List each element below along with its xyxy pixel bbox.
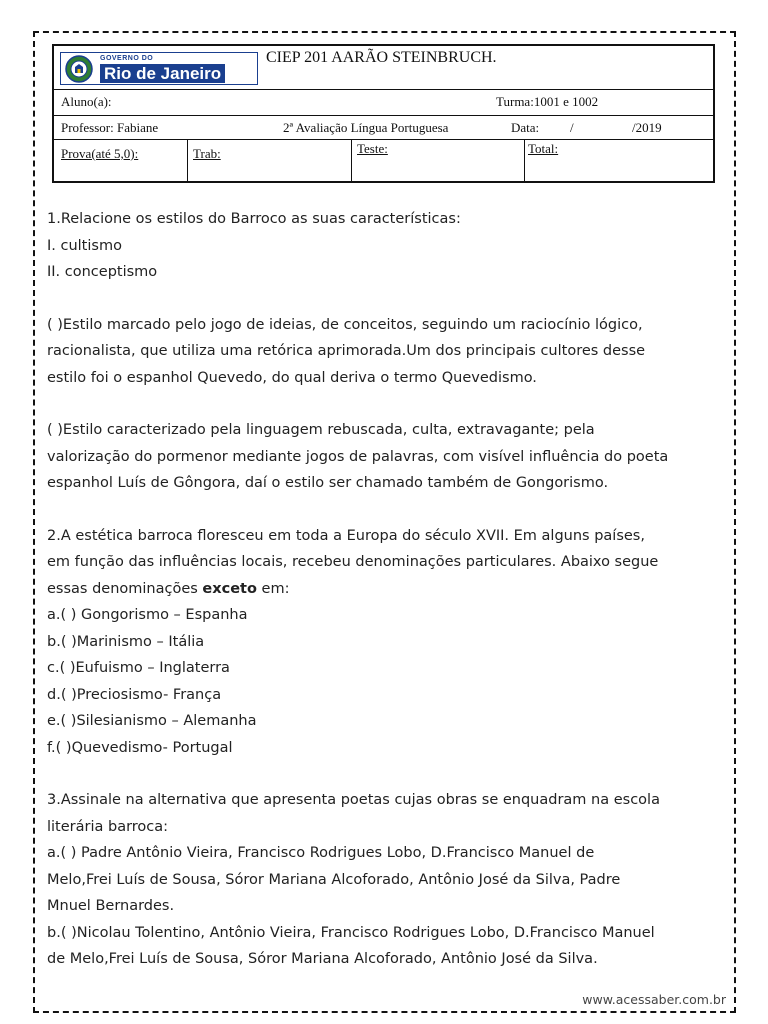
style-item-1: I. cultismo [47, 237, 122, 254]
question-2-line [47, 576, 727, 603]
logo-small-text: GOVERNO DO [100, 54, 154, 62]
class-label: Turma: [496, 94, 534, 109]
q1-option-1-line: racionalista, que utiliza uma retórica aprimorada.Um dos principais cultores desse [47, 343, 646, 359]
student-label: Aluno(a): [61, 94, 112, 109]
school-name: CIEP 201 AARÃO STEINBRUCH. [266, 49, 497, 66]
q1-option-1-line: estilo foi o espanhol Quevedo, do qual deriva o termo Quevedismo. [47, 369, 537, 386]
q2-option-d: d.( )Preciosismo- França [47, 686, 222, 703]
q1-option-2-line: valorização do pormenor mediante jogos de palavras, com visível influência do poeta [47, 448, 669, 465]
q3-option-a-line: a.( ) Padre Antônio Vieira, Francisco Rodrigues Lobo, D.Francisco Manuel de [47, 845, 595, 861]
header-divider [54, 89, 713, 90]
question-1: 1.Relacione os estilos do Barroco as suas características: [47, 211, 461, 227]
logo-big-text: Rio de Janeiro [100, 64, 225, 83]
work-score-label: Trab: [193, 146, 221, 161]
q2-emphasis: exceto [202, 580, 257, 597]
class-field [496, 94, 598, 110]
q1-option-2-line: espanhol Luís de Gôngora, daí o estilo ser chamado também de Gongorismo. [47, 475, 609, 491]
header-divider [54, 139, 713, 140]
q2-option-e: e.( )Silesianismo – Alemanha [47, 713, 257, 729]
q3-option-b-line: de Melo,Frei Luís de Sousa, Sóror Mariana Alcoforado, Antônio José da Silva. [47, 951, 598, 967]
test-score-label: Prova(até 5,0): [61, 146, 139, 161]
question-3-line: literária barroca: [47, 818, 169, 835]
q1-option-1-line: ( )Estilo marcado pelo jogo de ideias, de conceitos, seguindo um raciocínio lógico, [47, 316, 643, 333]
question-2-line: 2.A estética barroca floresceu em toda a Europa do século XVII. Em alguns países, [47, 527, 645, 544]
government-logo [60, 52, 258, 85]
footer-url: www.acessaber.com.br [582, 992, 726, 1007]
column-divider [351, 139, 352, 182]
teacher-name: Professor: Fabiane [61, 120, 159, 135]
question-2-line: em função das influências locais, recebeu denominações particulares. Abaixo segue [47, 554, 659, 570]
exam-title: 2ª Avaliação Língua Portuguesa [283, 120, 449, 135]
question-3-line: 3.Assinale na alternativa que apresenta poetas cujas obras se enquadram na escola [47, 792, 660, 808]
q3-option-b-line: b.( )Nicolau Tolentino, Antônio Vieira, Francisco Rodrigues Lobo, D.Francisco Manuel [47, 924, 655, 941]
column-divider [187, 139, 188, 182]
header-divider [54, 115, 713, 116]
style-item-2: II. conceptismo [47, 264, 158, 280]
q3-option-a-line: Mnuel Bernardes. [47, 898, 175, 914]
q2-text: essas denominações [47, 580, 203, 597]
q3-option-a-line: Melo,Frei Luís de Sousa, Sóror Mariana Alcoforado, Antônio José da Silva, Padre [47, 871, 621, 888]
q2-option-b: b.( )Marinismo – Itália [47, 633, 205, 650]
quiz-score-label: Teste: [357, 141, 388, 156]
q2-option-f: f.( )Quevedismo- Portugal [47, 739, 233, 756]
date-label: Data: [511, 120, 540, 135]
q2-text: em: [256, 580, 290, 597]
crest-icon [64, 54, 94, 84]
exam-header [52, 44, 715, 183]
column-divider [524, 139, 525, 182]
date-separator: / [570, 120, 574, 135]
exam-content [47, 206, 727, 973]
date-year: /2019 [632, 120, 662, 135]
q1-option-2-line: ( )Estilo caracterizado pela linguagem rebuscada, culta, extravagante; pela [47, 422, 595, 438]
total-score-label: Total: [528, 141, 559, 156]
q2-option-a: a.( ) Gongorismo – Espanha [47, 607, 248, 623]
class-value: 1001 e 1002 [533, 94, 599, 109]
q2-option-c: c.( )Eufuismo – Inglaterra [47, 660, 230, 676]
